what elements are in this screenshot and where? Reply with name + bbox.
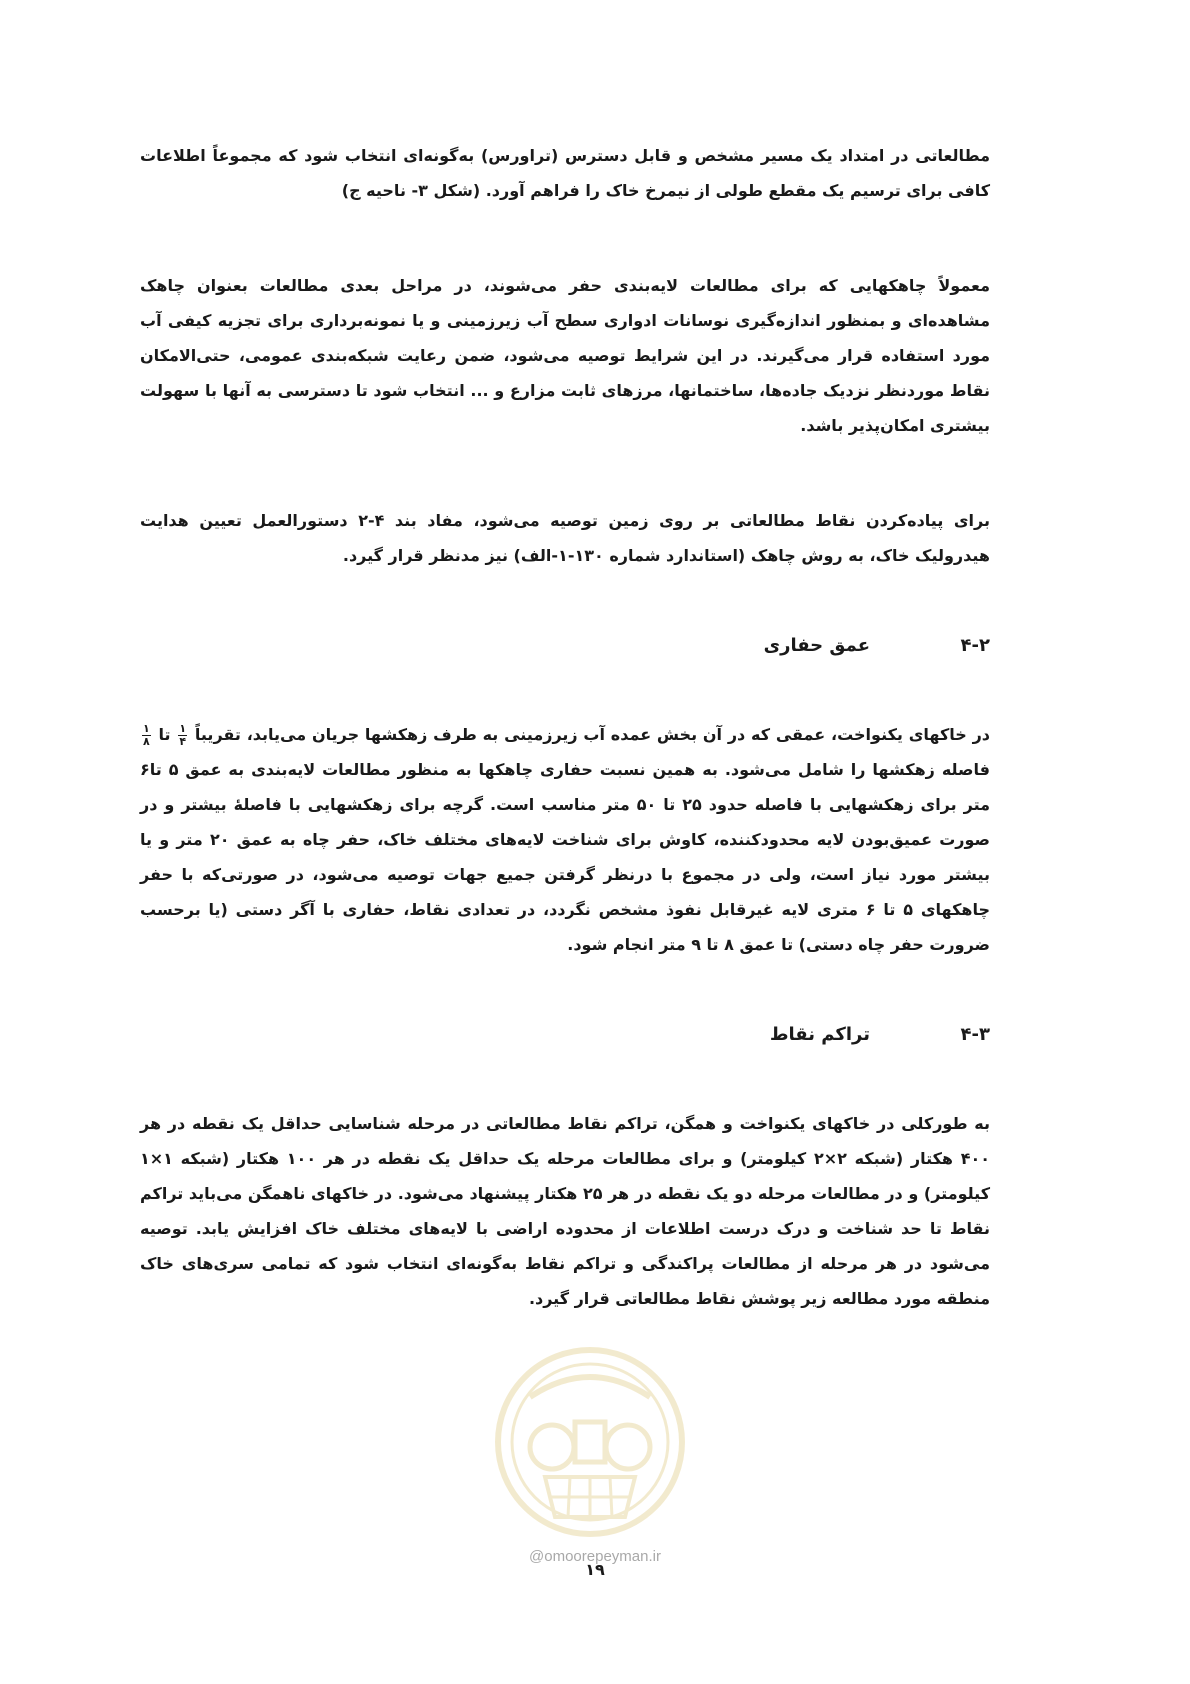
section-heading-point-density	[140, 1014, 990, 1054]
spacer	[140, 443, 990, 503]
fraction-denominator: ۴	[179, 735, 187, 748]
paragraph-traverse: مطالعاتی در امتداد یک مسیر مشخص و قابل دسترس (تراورس) به‌گونه‌ای انتخاب شود که مجموعاً اطلاعات کافی برای ترسیم یک مقطع طولی از نیمرخ خاک را فراهم آورد. (شکل ۳- ناحیه ج)	[140, 146, 990, 200]
seal-logo-icon	[490, 1342, 690, 1542]
spacer	[140, 665, 990, 717]
fraction-one-eighth	[142, 723, 151, 748]
watermark-url: @omoorepeyman.ir	[529, 1548, 661, 1565]
paragraph-observation-wells: معمولاً چاهکهایی که برای مطالعات لایه‌بندی حفر می‌شوند، در مراحل بعدی مطالعات بعنوان چاهک مشاهده‌ای و بمنظور اندازه‌گیری نوسانات ادواری سطح آب زیرزمینی و یا نمونه‌برداری برای تجزیه کیفی آب مورد استفاده قرار می‌گیرند. در این شرایط توصیه می‌شود، ضمن رعایت شبکه‌بندی عمومی، حتی‌الامکان نقاط موردنظر نزدیک جاده‌ها، ساختمانها، مرزهای ثابت مزارع و ... انتخاب شود تا دسترسی به آنها با سهولت بیشتری امکان‌پذیر باشد.	[140, 276, 990, 435]
fraction-one-quarter	[178, 723, 187, 748]
paragraph-field-layout: برای پیاده‌کردن نقاط مطالعاتی بر روی زمین توصیه می‌شود، مفاد بند ۴-۲ دستورالعمل تعیین هدایت هیدرولیک خاک، به روش چاهک (استاندارد شماره ۱۳۰-۱-الف) نیز مدنظر قرار گیرد.	[140, 511, 990, 565]
section-heading-drilling-depth	[140, 625, 990, 665]
section-number: ۴-۳	[960, 1023, 990, 1045]
fraction-numerator: ۱	[179, 722, 187, 735]
paragraph-point-density: به طورکلی در خاکهای یکنواخت و همگن، تراکم نقاط مطالعاتی در مرحله شناسایی حداقل یک نقطه در هر ۴۰۰ هکتار (شبکه ۲×۲ کیلومتر) و برای مطالعات مرحله یک حداقل یک نقطه در هر ۱۰۰ هکتار (شبکه ۱×۱ کیلومتر) و در مطالعات مرحله دو یک نقطه در هر ۲۵ هکتار پیشنهاد می‌شود. در خاکهای ناهمگن می‌باید تراکم نقاط تا حد شناخت و درک درست اطلاعات از محدوده اراضی با لایه‌های مختلف خاک افزایش یابد. توصیه می‌شود در هر مرحله از مطالعات پراکندگی و تراکم نقاط به‌گونه‌ای انتخاب شود که تمامی سری‌های خاک منطقه مورد مطالعه زیر پوشش نقاط مطالعاتی قرار گیرد.	[140, 1114, 991, 1308]
paragraph-drilling-depth	[140, 717, 990, 962]
page-number: ۱۹	[585, 1560, 605, 1579]
fraction-numerator: ۱	[143, 722, 150, 735]
paragraph-text-rest: فاصله زهکشها را شامل می‌شود. به همین نسبت حفاری چاهکها به منظور مطالعات لایه‌بندی به عمق ۵ تا۶ متر برای زهکشهایی با فاصله حدود ۲۵ تا ۵۰ متر مناسب است. گرچه برای زهکشهایی با فاصلهٔ بیشتر و در صورت عمیق‌بودن لایه محدودکننده، کاوش برای شناخت لایه‌های مختلف خاک، حفر چاه به عمق ۲۰ متر و یا بیشتر مورد نیاز است، ولی در مجموع با درنظر گرفتن جمیع جهات توصیه می‌شود، در صورتی‌که با حفر چاهکهای ۵ تا ۶ متری لایه غیرقابل نفوذ مشخص نگردد، در تعدادی نقاط، حفاری با آگر دستی (یا برحسب ضرورت حفر چاه دستی) تا عمق ۸ تا ۹ متر انجام شود.	[140, 760, 991, 954]
section-number: ۴-۲	[960, 634, 990, 656]
section-title: تراکم نقاط	[769, 1023, 870, 1045]
section-title: عمق حفاری	[763, 634, 870, 656]
fraction-denominator: ۸	[143, 735, 150, 748]
document-page	[140, 138, 990, 1316]
paragraph-text-start: در خاکهای یکنواخت، عمقی که در آن بخش عمده آب زیرزمینی به طرف زهکشها جریان می‌یابد، تقریباً	[194, 725, 991, 744]
spacer	[140, 1054, 990, 1106]
spacer	[140, 208, 990, 268]
spacer	[140, 962, 990, 1014]
spacer	[140, 573, 990, 625]
fraction-connector: تا	[158, 725, 171, 744]
